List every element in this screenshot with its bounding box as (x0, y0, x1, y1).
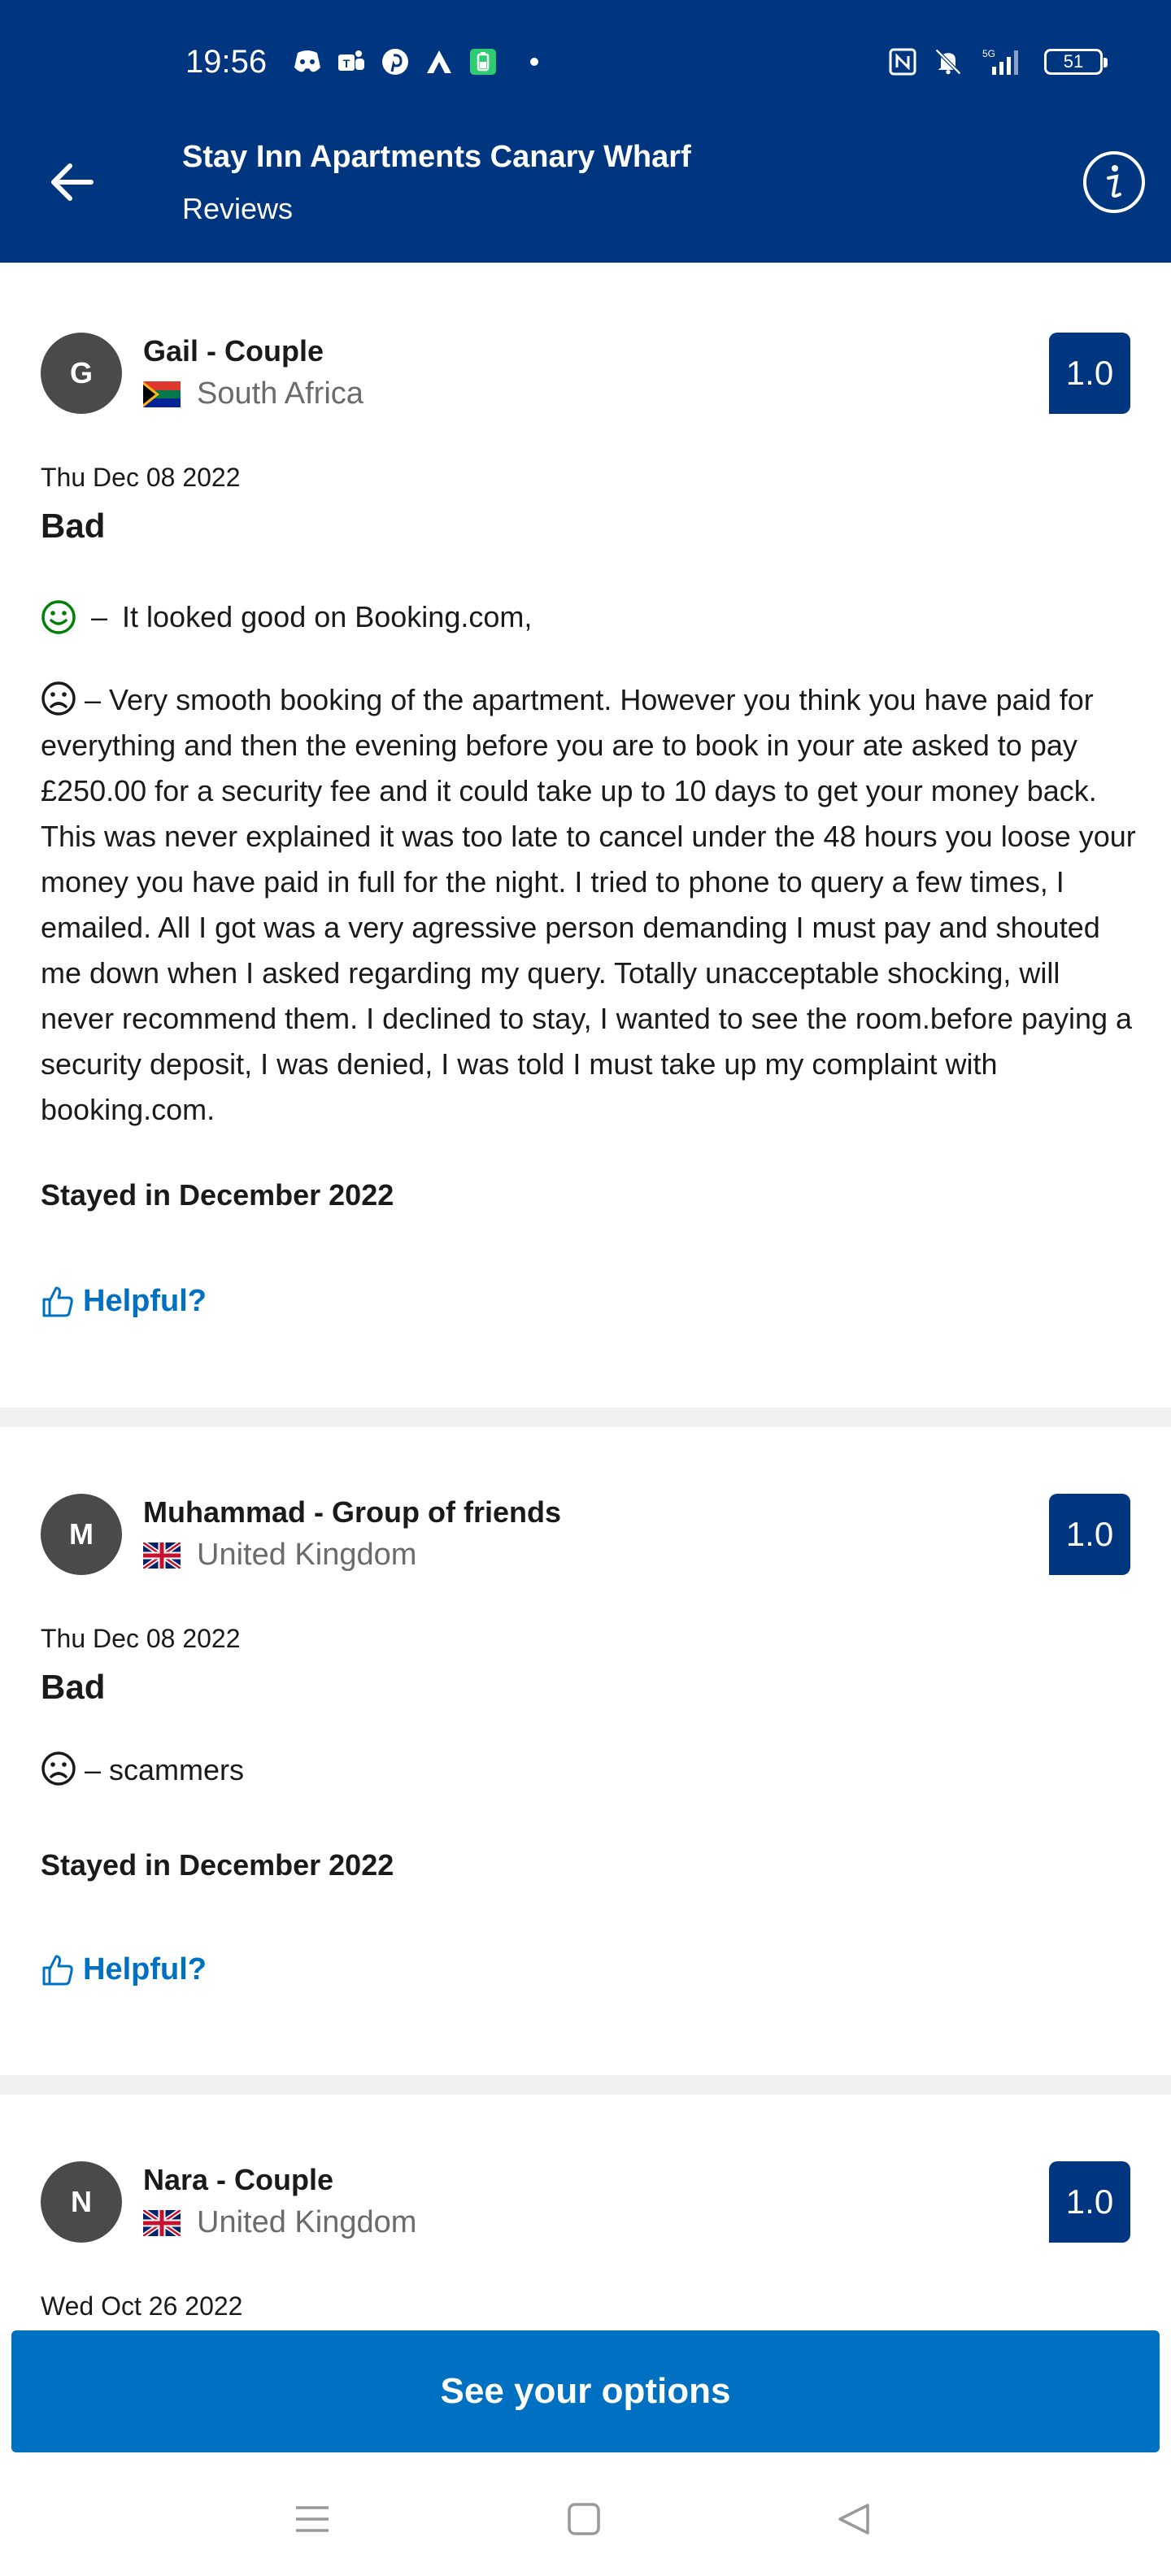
review-title: Bad (41, 507, 106, 545)
more-notifications-dot (530, 58, 538, 66)
helpful-label: Helpful? (83, 1952, 207, 1986)
page-subtitle: Reviews (182, 192, 294, 225)
avatar (41, 2161, 122, 2243)
reviewer-country (143, 376, 363, 411)
battery-indicator (1044, 49, 1103, 75)
south-africa-flag-icon (143, 381, 181, 407)
system-nav-bar (0, 2462, 1171, 2576)
menu-nav-button[interactable] (288, 2495, 337, 2543)
avatar-initial: N (71, 2185, 92, 2218)
status-time: 19:56 (185, 44, 268, 80)
helpful-button[interactable] (41, 1952, 207, 1987)
review-card (0, 1427, 1171, 2075)
reviewer-name: Muhammad - Group of friends (143, 1495, 562, 1529)
reviewer-name: Nara - Couple (143, 2163, 334, 2196)
mute-icon (934, 47, 963, 76)
network-type-label: 5G (982, 48, 996, 59)
info-button[interactable] (1083, 151, 1145, 213)
nfc-icon (888, 47, 917, 76)
review-date: Wed Oct 26 2022 (41, 2291, 243, 2321)
battery-saver-icon (468, 47, 498, 76)
dash: – (91, 600, 108, 633)
positive-text: It looked good on Booking.com, (122, 600, 533, 633)
negative-text: Very smooth booking of the apartment. However you think you have paid for everything and then the evening before you are to book in your ate asked to pay £250.00 for a security fee and it could take up to 10 days to get your money back. This was never explained it was too late to cancel under the 48 hours you loose your money you have paid in full for the night. I tried to phone to query a few times, I emailed. All I got was a very agressive person demanding I must pay and shouted me down when I asked regarding my query. Totally unacceptable shocking, will never recommend them. I declined to stay, I wanted to see the room.before paying a security deposit, I was denied, I was told I must take up my complaint with booking.com. (41, 683, 1136, 1126)
svg-text:T: T (342, 57, 350, 70)
review-title: Bad (41, 1668, 106, 1706)
negative-comment (41, 677, 1138, 1133)
helpful-button[interactable] (41, 1284, 207, 1319)
uk-flag-icon (143, 1543, 181, 1569)
teams-icon (337, 47, 366, 76)
home-icon (567, 2502, 601, 2536)
avatar-initial: G (69, 356, 93, 389)
review-divider (0, 2075, 1171, 2095)
page-title: Stay Inn Apartments Canary Wharf (182, 140, 691, 174)
thumbs-up-icon (41, 1953, 75, 1987)
country-name: South Africa (197, 376, 363, 411)
dash: – (85, 1753, 102, 1786)
status-notification-icons (293, 47, 538, 76)
back-nav-button[interactable] (829, 2495, 878, 2543)
app-header (0, 0, 1171, 263)
pinterest-icon (381, 47, 410, 76)
review-date: Thu Dec 08 2022 (41, 1624, 241, 1653)
negative-comment (41, 1747, 1138, 1793)
uk-flag-icon (143, 2210, 181, 2236)
avatar (41, 1494, 122, 1575)
status-bar (0, 0, 1171, 130)
reviewer-country (143, 1538, 416, 1573)
back-button[interactable] (44, 154, 99, 210)
stay-date: Stayed in December 2022 (41, 1848, 394, 1882)
thumbs-up-icon (41, 1285, 75, 1319)
home-nav-button[interactable] (559, 2495, 608, 2543)
score-badge: 1.0 (1049, 2161, 1130, 2243)
discord-icon (293, 47, 322, 76)
review-divider (0, 1408, 1171, 1427)
negative-text: scammers (109, 1753, 245, 1786)
battery-level: 51 (1063, 51, 1084, 72)
arrow-left-icon (49, 163, 94, 202)
score-badge: 1.0 (1049, 1494, 1130, 1575)
review-date: Thu Dec 08 2022 (41, 463, 241, 492)
stay-date: Stayed in December 2022 (41, 1178, 394, 1212)
avatar-initial: M (69, 1517, 94, 1551)
menu-icon (294, 2504, 330, 2534)
back-icon (837, 2502, 871, 2536)
arc-icon (424, 47, 454, 76)
country-name: United Kingdom (197, 1538, 417, 1572)
review-card (0, 2095, 1171, 2339)
reviewer-name: Gail - Couple (143, 334, 324, 368)
reviewer-country (143, 2205, 416, 2240)
smiley-face-icon (41, 599, 76, 635)
info-icon (1102, 163, 1126, 201)
signal-icon (979, 47, 1028, 76)
score-badge: 1.0 (1049, 333, 1130, 414)
country-name: United Kingdom (197, 2205, 417, 2239)
sad-face-icon (41, 681, 76, 716)
review-card (0, 263, 1171, 1408)
dash: – (85, 683, 102, 716)
status-system-icons (888, 47, 1103, 76)
helpful-label: Helpful? (83, 1284, 207, 1318)
positive-comment (41, 599, 532, 635)
sad-face-icon (41, 1751, 76, 1786)
see-options-button[interactable]: See your options (11, 2330, 1160, 2452)
avatar (41, 333, 122, 414)
